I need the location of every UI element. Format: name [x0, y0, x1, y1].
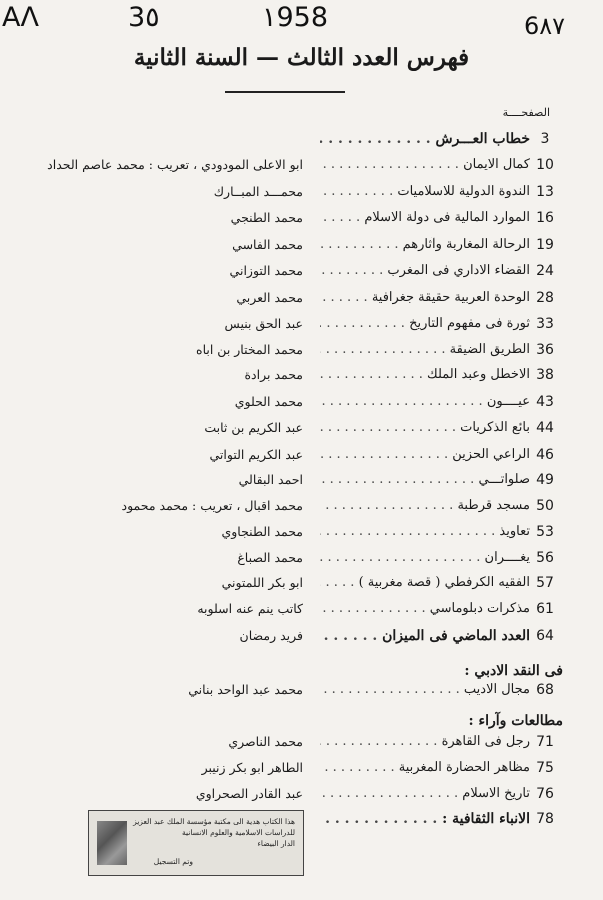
entry-author: كاتب ينم عنه اسلوبه [197, 601, 303, 616]
entry-page: 68 [536, 682, 554, 698]
entry-page: 50 [536, 498, 554, 514]
toc-entry [0, 734, 603, 758]
entry-title: مذكرات دبلوماسي . . . [320, 601, 530, 616]
entry-author: عبد الكريم بن ثابت [204, 420, 303, 435]
entry-page: 64 [536, 628, 554, 644]
entry-author: محمد الطنجاوي [221, 524, 303, 539]
entry-author: محمد المختار بن اباه [196, 342, 303, 357]
toc-entry [0, 601, 603, 625]
entry-title: الاخطل وعبد الملك . . . [320, 367, 530, 382]
entry-author: الطاهر ابو بكر زنيبر [201, 760, 303, 775]
entry-author: محمد عبد الواحد بناني [188, 682, 303, 697]
page-column-header: الصفحــــة [502, 106, 550, 119]
entry-page: 24 [536, 263, 554, 279]
entry-title: مسجد قرطبة . . . [320, 498, 530, 513]
entry-author: محمد العربي [236, 290, 303, 305]
entry-author: فريد رمضان [239, 628, 303, 643]
entry-page: 71 [536, 734, 554, 750]
entry-title: القضاء الاداري فى المغرب . . . [320, 263, 530, 278]
entry-author: احمد البقالي [238, 472, 303, 487]
entry-title: الموارد المالية فى دولة الاسلام . . . [320, 210, 530, 225]
toc-entry [0, 316, 603, 340]
entry-title: الطريق الضيقة . . . [320, 342, 530, 357]
stamp-line-3: الدار البيضاء [257, 839, 295, 848]
handwritten-year: ١958 [262, 2, 329, 33]
entry-page: 44 [536, 420, 554, 436]
entry-title: تعاويذ . . . [320, 524, 530, 539]
toc-entry [0, 394, 603, 418]
entry-title: الندوة الدولية للاسلاميات . . . [320, 184, 530, 199]
entry-title: الراعي الحزين . . . [320, 447, 530, 462]
stamp-line-1: هذا الكتاب هدية الى مكتبة مؤسسة الملك عبد العزيز [133, 817, 295, 826]
section-heading: فى النقد الادبي : [464, 663, 563, 679]
entry-page: 46 [536, 447, 554, 463]
entry-title: ثورة فى مفهوم التاريخ . . . [320, 316, 530, 331]
entry-title: الانباء الثقافية : . . . [320, 811, 530, 827]
entry-page: 49 [536, 472, 554, 488]
toc-entry [0, 524, 603, 548]
entry-page: 76 [536, 786, 554, 802]
entry-title: خطاب العـــرش . . . [320, 131, 530, 147]
entry-page: 75 [536, 760, 554, 776]
handwritten-mark-left: AΛ [2, 2, 39, 33]
entry-page: 61 [536, 601, 554, 617]
entry-title: صلواتـــي . . . [320, 472, 530, 487]
entry-author: عبد القادر الصحراوي [195, 786, 303, 801]
toc-entry [0, 447, 603, 471]
entry-author: محمد الفاسي [232, 237, 303, 252]
toc-entry [0, 157, 603, 181]
toc-entry [0, 290, 603, 314]
entry-title: عيــــون . . . [320, 394, 530, 409]
entry-page: 16 [536, 210, 554, 226]
entry-author: محمد اقبال ، تعريب : محمد محمود [121, 498, 303, 513]
entry-author: محمد التوزاني [229, 263, 303, 278]
entry-title: يغــــران . . . [320, 550, 530, 565]
toc-entry [0, 575, 603, 599]
entry-page: 3 [540, 131, 550, 147]
entry-author: عبد الحق بنيس [224, 316, 303, 331]
entry-title: الرحالة المغاربة وآثارهم . . . [320, 237, 530, 252]
toc-entry [0, 342, 603, 366]
toc-entry [0, 628, 603, 652]
entry-page: 57 [536, 575, 554, 591]
stamp-line-2: للدراسات الاسلامية والعلوم الانسانية [181, 828, 295, 837]
toc-entry [0, 210, 603, 234]
handwritten-number-34: 3٥ [128, 2, 160, 33]
handwritten-page-number: 6٨٧ [524, 12, 566, 40]
entry-author: محمد الحلوي [234, 394, 303, 409]
entry-author: ابو الاعلى المودودي ، تعريب : محمد عاصم الحداد [47, 157, 303, 172]
toc-entry [0, 184, 603, 208]
entry-page: 28 [536, 290, 554, 306]
toc-entry [0, 237, 603, 261]
entry-page: 53 [536, 524, 554, 540]
entry-title: رجل فى القاهرة . . . [320, 734, 530, 749]
toc-entry [0, 420, 603, 444]
entry-title: العدد الماضي فى الميزان . . . [320, 628, 530, 644]
entry-title: كمال الايمان . . . [320, 157, 530, 172]
toc-entry [0, 367, 603, 391]
entry-page: 13 [536, 184, 554, 200]
toc-entry [0, 550, 603, 574]
entry-author: محمد الناصري [228, 734, 303, 749]
entry-page: 56 [536, 550, 554, 566]
toc-entry [0, 263, 603, 287]
stamp-line-4: وتم التسجيل [153, 857, 193, 866]
entry-title: مجال الاديب . . . [320, 682, 530, 697]
entry-page: 78 [536, 811, 554, 827]
entry-title: تاريخ الاسلام . . . [320, 786, 530, 801]
toc-entry [0, 682, 603, 706]
entry-author: محمد برادة [244, 367, 303, 382]
entry-page: 19 [536, 237, 554, 253]
entry-author: محمـــد المبــارك [213, 184, 303, 199]
entry-title: الفقيه الكرفطي ( قصة مغربية ) . . . [320, 575, 530, 590]
entry-title: الوحدة العربية حقيقة جغرافية . . . [320, 290, 530, 305]
library-stamp [88, 810, 304, 876]
toc-entry [0, 131, 603, 155]
stamp-image [97, 821, 127, 865]
toc-entry [0, 760, 603, 784]
toc-entry [0, 472, 603, 496]
entry-page: 10 [536, 157, 554, 173]
entry-author: عبد الكريم التواتي [209, 447, 303, 462]
entry-author: محمد الطنجي [230, 210, 303, 225]
entry-author: محمد الصباغ [237, 550, 303, 565]
entry-page: 33 [536, 316, 554, 332]
entry-title: بائع الذكريات . . . [320, 420, 530, 435]
index-title: فهرس العدد الثالث — السنة الثانية [133, 44, 470, 71]
toc-entry [0, 498, 603, 522]
toc-entry [0, 786, 603, 810]
entry-author: ابو بكر اللمتوني [221, 575, 303, 590]
entry-page: 43 [536, 394, 554, 410]
entry-page: 36 [536, 342, 554, 358]
section-heading: مطالعات وآراء : [468, 713, 563, 729]
entry-page: 38 [536, 367, 554, 383]
title-underline [225, 91, 345, 93]
entry-title: مظاهر الحضارة المغربية . . . [320, 760, 530, 775]
